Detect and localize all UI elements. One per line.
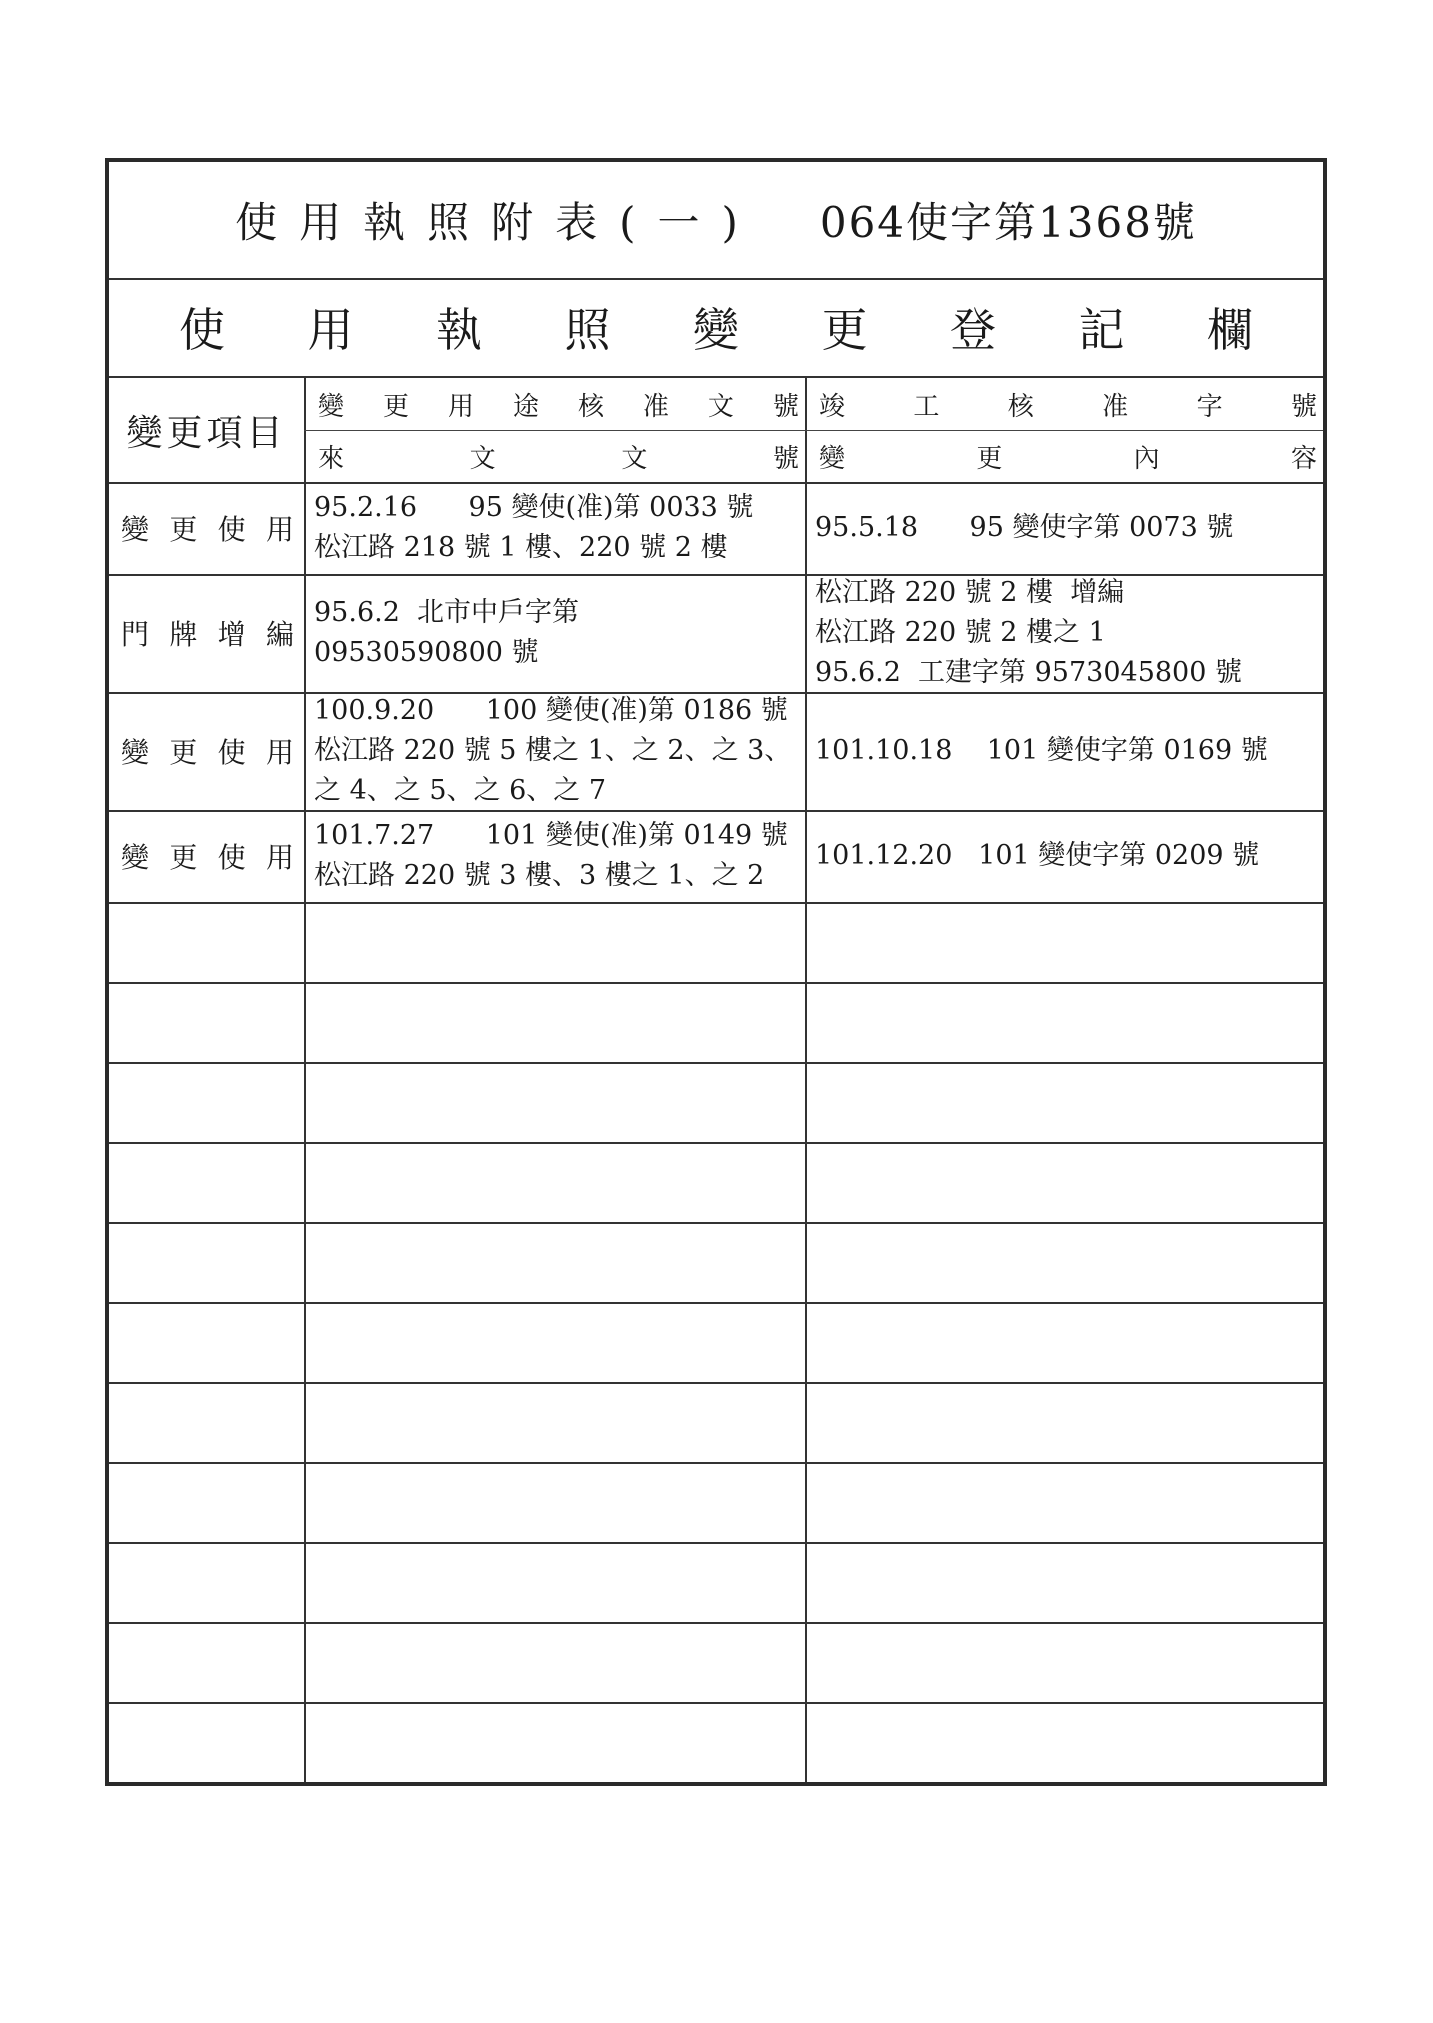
empty-row (109, 1622, 1323, 1702)
header-char: 號 (1290, 391, 1317, 422)
section-heading-char: 變 (693, 303, 739, 357)
header-char: 容 (1290, 443, 1317, 474)
row-item-char: 門 (121, 618, 150, 651)
completion-cell (807, 574, 1323, 692)
empty-row (109, 902, 1323, 982)
header-completion-no (807, 378, 1323, 430)
empty-row (109, 1382, 1323, 1462)
header-char: 文 (621, 443, 648, 474)
empty-row (109, 1462, 1323, 1542)
header-change-content (807, 430, 1323, 482)
row-item-char: 變 (121, 736, 150, 769)
title-main: 使用執照附表(一) (235, 198, 760, 247)
approval-cell (306, 482, 805, 574)
row-item-label (109, 574, 304, 692)
section-heading (109, 278, 1323, 378)
completion-text-line: 101.12.20 101 變使字第 0209 號 (815, 840, 1260, 871)
row-item-char: 牌 (169, 618, 198, 651)
section-heading-char: 欄 (1207, 303, 1253, 357)
section-heading-char: 照 (564, 303, 611, 357)
approval-cell (306, 692, 805, 810)
license-number: 064使字第1368號 (819, 198, 1197, 247)
section-heading-char: 使 (179, 303, 225, 357)
approval-text-line: 松江路 220 號 5 樓之 1、之 2、之 3、 (314, 735, 792, 766)
approval-cell (306, 810, 805, 902)
section-heading-char: 執 (436, 303, 482, 357)
empty-row (109, 982, 1323, 1062)
row-item-label (109, 810, 304, 902)
header-char: 准 (642, 391, 669, 422)
row-item-label (109, 692, 304, 810)
completion-text-line: 95.5.18 95 變使字第 0073 號 (815, 512, 1234, 543)
completion-text-line: 松江路 220 號 2 樓 增編 (815, 577, 1125, 608)
approval-text-line: 松江路 220 號 3 樓、3 樓之 1、之 2 (314, 860, 765, 891)
approval-text-line: 09530590800 號 (314, 637, 539, 668)
row-item-char: 使 (217, 736, 246, 769)
empty-row (109, 1702, 1323, 1782)
header-char: 變 (819, 443, 846, 474)
header-char: 用 (447, 391, 474, 422)
completion-text-line: 松江路 220 號 2 樓之 1 (815, 617, 1106, 648)
section-heading-char: 登 (950, 303, 996, 357)
empty-row (109, 1142, 1323, 1222)
change-register-table (109, 378, 1323, 1782)
header-char: 字 (1196, 391, 1223, 422)
document-title (109, 162, 1323, 280)
row-item-char: 用 (265, 513, 294, 546)
row-item-char: 增 (217, 618, 246, 651)
header-approval-doc (306, 378, 805, 430)
empty-row (109, 1542, 1323, 1622)
header-char: 竣 (819, 391, 846, 422)
header-char: 途 (512, 391, 539, 422)
approval-text-line: 之 4、之 5、之 6、之 7 (314, 775, 607, 806)
empty-row (109, 1062, 1323, 1142)
row-item-char: 變 (121, 841, 150, 874)
completion-text-line: 95.6.2 工建字第 9573045800 號 (815, 657, 1242, 688)
header-char: 核 (577, 391, 604, 422)
approval-text-line: 95.6.2 北市中戶字第 (314, 597, 580, 628)
header-char: 來 (318, 443, 345, 474)
header-char: 內 (1133, 443, 1160, 474)
row-item-char: 變 (121, 513, 150, 546)
row-item-char: 用 (265, 841, 294, 874)
section-heading-char: 用 (307, 303, 354, 357)
header-char: 號 (772, 391, 799, 422)
empty-row (109, 1302, 1323, 1382)
completion-cell (807, 482, 1323, 574)
license-sheet (105, 158, 1327, 1786)
header-char: 工 (913, 391, 940, 422)
header-item: 變更項目 (126, 412, 287, 454)
header-char: 更 (976, 443, 1003, 474)
header-char: 文 (469, 443, 496, 474)
header-char: 准 (1102, 391, 1129, 422)
row-item-char: 更 (169, 736, 198, 769)
completion-cell (807, 692, 1323, 810)
header-incoming-doc (306, 430, 805, 482)
row-item-label (109, 482, 304, 574)
completion-text-line: 101.10.18 101 變使字第 0169 號 (815, 735, 1268, 766)
approval-text-line: 101.7.27 101 變使(准)第 0149 號 (314, 820, 788, 851)
header-char: 核 (1007, 391, 1034, 422)
section-heading-char: 更 (821, 303, 868, 357)
header-char: 更 (382, 391, 409, 422)
header-char: 變 (318, 391, 345, 422)
row-item-char: 更 (169, 513, 198, 546)
section-heading-char: 記 (1078, 303, 1125, 357)
header-char: 文 (707, 391, 734, 422)
row-item-char: 使 (217, 513, 246, 546)
row-item-char: 使 (217, 841, 246, 874)
approval-cell (306, 574, 805, 692)
approval-text-line: 松江路 218 號 1 樓、220 號 2 樓 (314, 532, 728, 563)
completion-cell (807, 810, 1323, 902)
empty-row (109, 1222, 1323, 1302)
row-item-char: 更 (169, 841, 198, 874)
approval-text-line: 100.9.20 100 變使(准)第 0186 號 (314, 695, 788, 726)
row-item-char: 編 (265, 618, 294, 651)
header-char: 號 (772, 443, 799, 474)
row-item-char: 用 (265, 736, 294, 769)
approval-text-line: 95.2.16 95 變使(准)第 0033 號 (314, 492, 754, 523)
